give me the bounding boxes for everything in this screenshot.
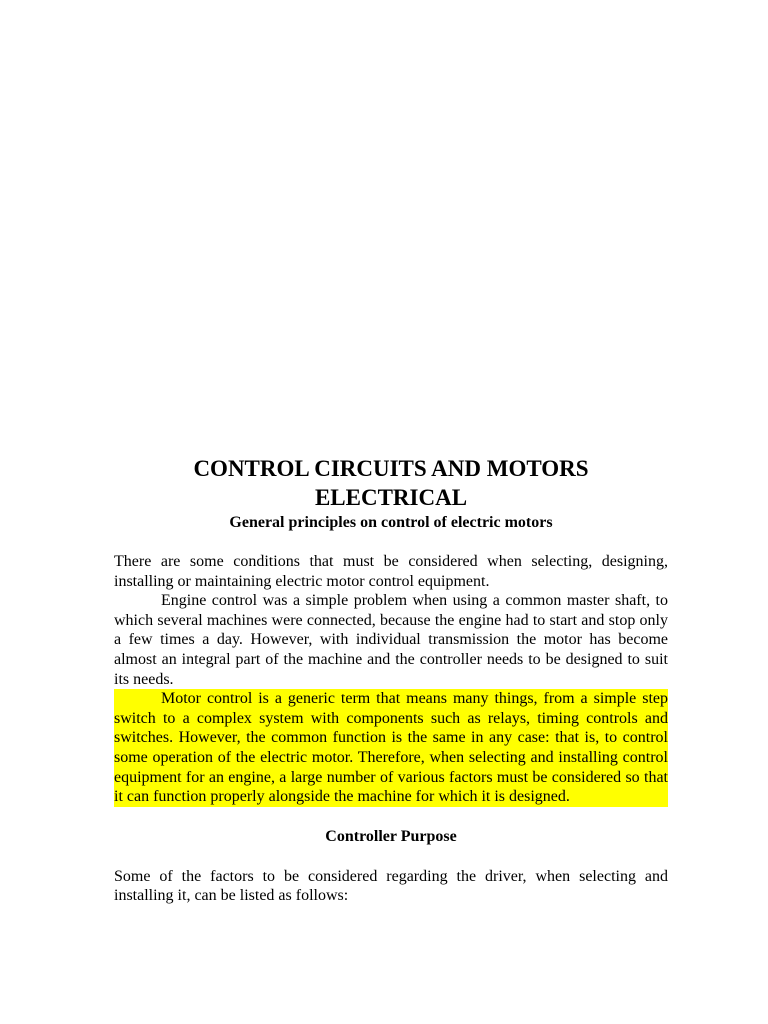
section-heading-controller-purpose: Controller Purpose: [325, 827, 457, 845]
paragraph-factors: Some of the factors to be considered regarding the driver, when selecting and installing it, can be listed as follows:: [114, 867, 668, 905]
paragraph-engine-control: Engine control was a simple problem when using a common master shaft, to which several machines were connected, because the engine had to start and stop only a few times a day. However, with individual transmission the motor has become almost an integral part of the machine and the controller needs to be designed to suit its needs.: [114, 592, 668, 688]
title-line-2: ELECTRICAL: [314, 485, 468, 510]
document-subtitle: General principles on control of electric motors: [229, 514, 553, 531]
paragraph-motor-control-highlighted: Motor control is a generic term that means many things, from a simple step switch to a complex system with components such as relays, timing controls and switches. However, the common function is the same in any case: that is, to control some operation of the electric motor. Therefore, when selecting and installing control equipment for an engine, a large number of various factors must be considered so that it can function properly alongside the machine for which it is designed.: [114, 690, 668, 806]
paragraph-conditions: There are some conditions that must be considered when selecting, designing, installing or maintaining electric motor control equipment.: [114, 553, 668, 590]
title-line-1: CONTROL CIRCUITS AND MOTORS: [193, 456, 589, 481]
document-content: [114, 454, 668, 906]
document-title: [114, 454, 668, 512]
